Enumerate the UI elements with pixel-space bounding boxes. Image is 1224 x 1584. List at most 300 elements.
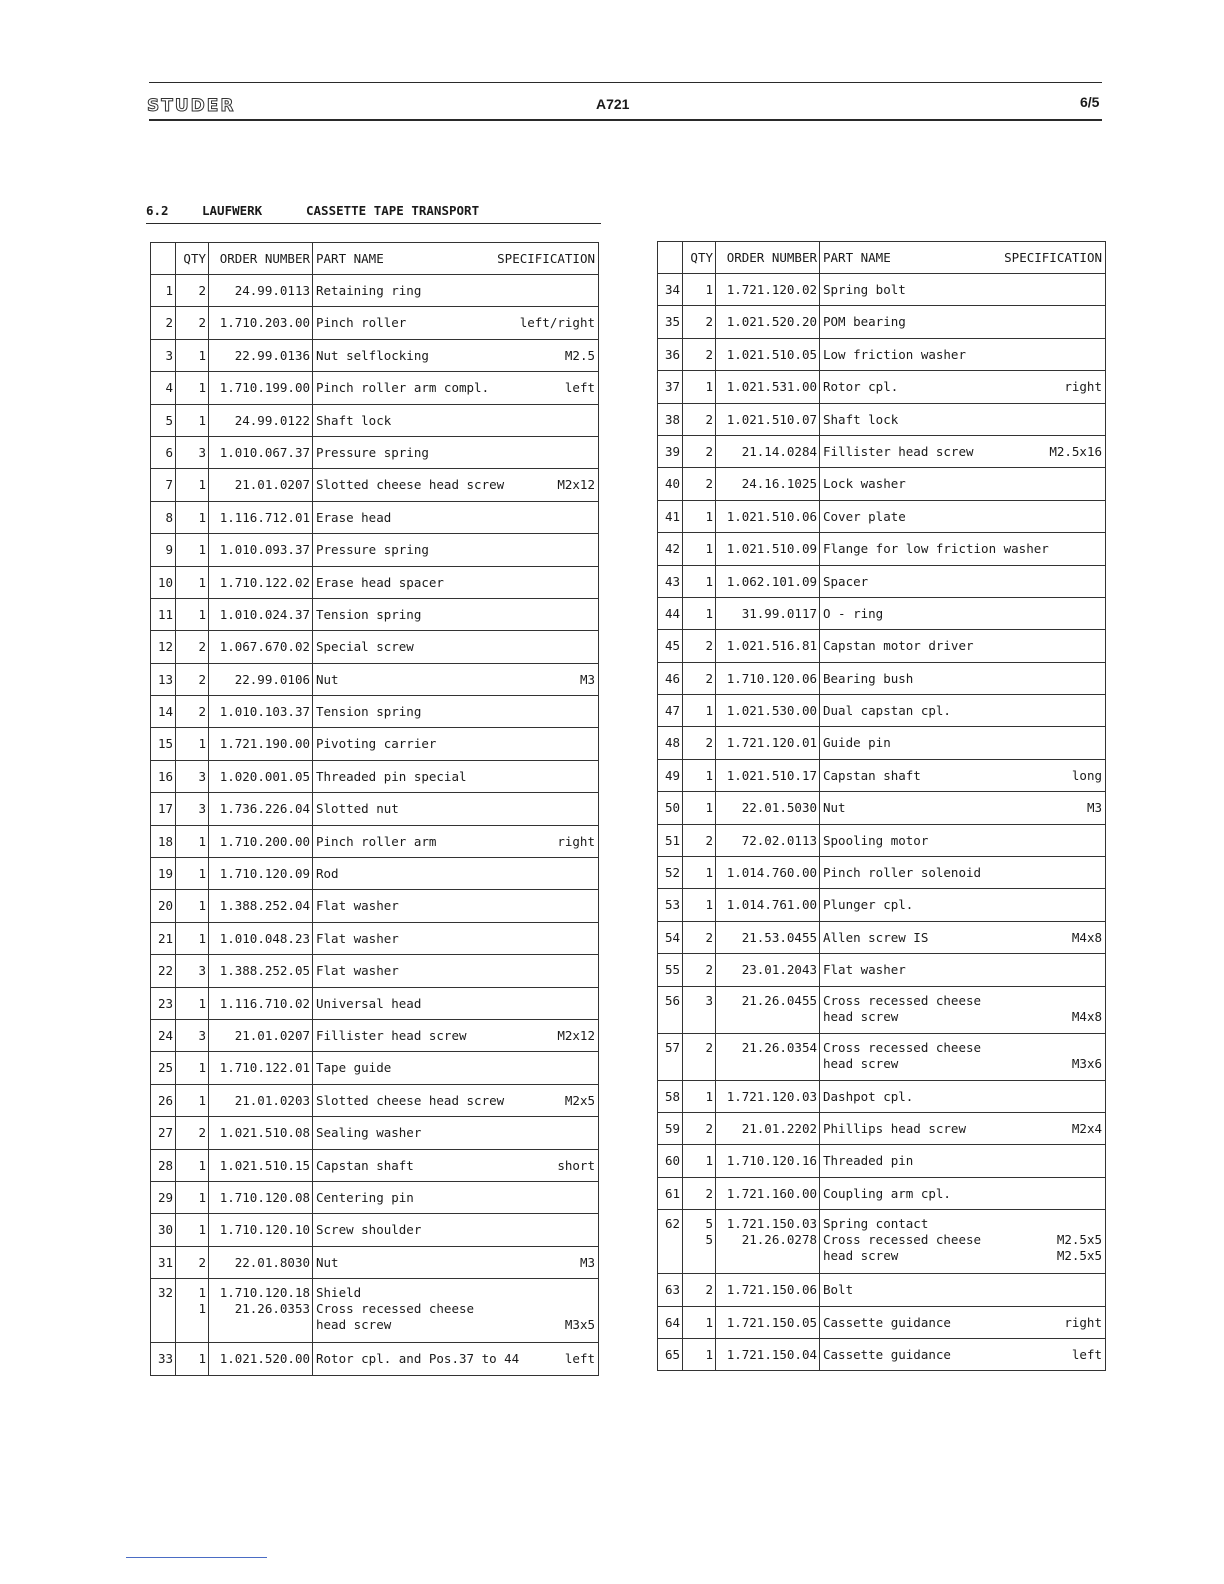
position-number <box>658 921 683 953</box>
part-name-text: Guide pin <box>823 735 891 751</box>
order-number <box>209 372 313 404</box>
part-name <box>313 1343 599 1375</box>
table-row <box>658 1080 1106 1112</box>
part-line <box>316 1285 595 1301</box>
quantity-text: 1 <box>198 898 206 914</box>
order-number <box>716 954 820 986</box>
part-name-text: Threaded pin special <box>316 768 467 784</box>
order-number-text: 1.721.120.01 <box>726 735 817 751</box>
part-line <box>823 314 1102 330</box>
part-line <box>316 931 595 947</box>
order-number-text <box>719 1009 817 1025</box>
specification-header: SPECIFICATION <box>497 251 595 266</box>
position-number-text: 14 <box>157 704 173 720</box>
quantity <box>176 372 209 404</box>
qty-header: QTY <box>176 243 209 275</box>
quantity-text: 2 <box>705 962 713 978</box>
order-number-text: 1.388.252.05 <box>219 963 310 979</box>
order-number <box>716 824 820 856</box>
part-name <box>313 890 599 922</box>
position-number-text: 52 <box>664 865 680 881</box>
position-number-text: 13 <box>157 671 173 687</box>
quantity-text <box>179 1317 206 1333</box>
table-row <box>151 728 599 760</box>
part-name-text: Dashpot cpl. <box>823 1088 914 1104</box>
quantity <box>683 727 716 759</box>
part-name <box>313 469 599 501</box>
table-row <box>151 1279 599 1343</box>
position-number <box>658 792 683 824</box>
part-name-text: Coupling arm cpl. <box>823 1185 951 1201</box>
part-name <box>313 1019 599 1051</box>
table-row <box>658 727 1106 759</box>
order-number-text: 21.01.0207 <box>234 477 310 493</box>
part-line <box>316 607 595 623</box>
order-number <box>209 501 313 533</box>
table-row <box>151 631 599 663</box>
position-number-text: 56 <box>664 992 680 1008</box>
order-number <box>209 404 313 436</box>
pos-header <box>658 242 683 274</box>
specification-text: M4x8 <box>1071 1008 1102 1024</box>
position-number <box>151 404 176 436</box>
part-name-text: Fillister head screw <box>823 443 974 459</box>
quantity <box>176 1149 209 1181</box>
quantity-text: 1 <box>198 736 206 752</box>
order-number <box>209 1084 313 1116</box>
part-line <box>316 672 595 688</box>
part-name <box>313 501 599 533</box>
part-line <box>316 704 595 720</box>
part-name <box>313 534 599 566</box>
quantity-text: 2 <box>705 476 713 492</box>
part-name <box>313 858 599 890</box>
position-number-text: 49 <box>664 767 680 783</box>
order-number <box>716 986 820 1033</box>
order-number-text: 1.021.510.07 <box>726 411 817 427</box>
part-line <box>316 1301 595 1317</box>
order-number <box>716 1033 820 1080</box>
part-name-text: Cover plate <box>823 508 906 524</box>
position-number-text: 10 <box>157 574 173 590</box>
table-row <box>658 468 1106 500</box>
order-number-text: 23.01.2043 <box>741 962 817 978</box>
position-number <box>151 955 176 987</box>
quantity-text: 3 <box>198 768 206 784</box>
quantity-text: 1 <box>198 1092 206 1108</box>
part-name-text: Slotted nut <box>316 801 399 817</box>
order-number <box>716 1210 820 1274</box>
position-number-text: 61 <box>664 1185 680 1201</box>
order-number-text: 1.021.510.05 <box>726 346 817 362</box>
specification-text: M2x4 <box>1071 1120 1102 1136</box>
part-name <box>313 339 599 371</box>
quantity <box>683 1274 716 1306</box>
order-number-text: 1.721.150.04 <box>726 1346 817 1362</box>
order-number-text: 21.01.2202 <box>741 1120 817 1136</box>
part-name <box>820 468 1106 500</box>
quantity-text: 1 <box>198 412 206 428</box>
order-number-header: ORDER NUMBER <box>716 242 820 274</box>
order-number-text: 1.010.093.37 <box>219 542 310 558</box>
part-name-text: Pressure spring <box>316 542 429 558</box>
part-line <box>316 769 595 785</box>
table-row <box>151 339 599 371</box>
table-row <box>151 275 599 307</box>
quantity <box>176 598 209 630</box>
part-name <box>313 436 599 468</box>
position-number <box>658 662 683 694</box>
part-name-text: Erase head spacer <box>316 574 444 590</box>
table-row <box>151 760 599 792</box>
quantity <box>176 1246 209 1278</box>
table-row <box>151 372 599 404</box>
quantity-text: 1 <box>198 509 206 525</box>
quantity <box>176 1214 209 1246</box>
quantity <box>176 1052 209 1084</box>
part-name-text: Flat washer <box>316 963 399 979</box>
order-number <box>209 339 313 371</box>
part-name <box>313 825 599 857</box>
part-name-text: Nut selflocking <box>316 347 429 363</box>
quantity <box>176 890 209 922</box>
quantity <box>683 1338 716 1370</box>
order-number-text: 24.99.0122 <box>234 412 310 428</box>
part-name-header-label: PART NAME <box>316 251 384 266</box>
position-number-text: 42 <box>664 541 680 557</box>
order-number <box>209 663 313 695</box>
order-number <box>209 922 313 954</box>
part-name-text: Slotted cheese head screw <box>316 477 505 493</box>
table-row <box>658 403 1106 435</box>
quantity <box>176 858 209 890</box>
order-number-text: 1.116.712.01 <box>219 509 310 525</box>
table-row <box>151 1246 599 1278</box>
quantity-text: 1 <box>705 703 713 719</box>
order-number-text: 21.14.0284 <box>741 443 817 459</box>
order-number <box>209 1149 313 1181</box>
quantity <box>176 307 209 339</box>
parts-table-left-body <box>151 243 599 1376</box>
section-underline <box>146 223 601 224</box>
part-line <box>823 412 1102 428</box>
part-name-text: Bearing bush <box>823 670 914 686</box>
order-number <box>716 889 820 921</box>
quantity-text: 2 <box>198 315 206 331</box>
part-name <box>313 760 599 792</box>
quantity-text: 2 <box>198 671 206 687</box>
order-number-text: 1.021.530.00 <box>726 703 817 719</box>
part-name-text: Screw shoulder <box>316 1222 422 1238</box>
table-row <box>151 534 599 566</box>
part-line <box>823 347 1102 363</box>
quantity-text: 1 <box>198 866 206 882</box>
order-number-text: 1.710.120.16 <box>726 1153 817 1169</box>
part-name <box>313 1246 599 1278</box>
part-name <box>313 696 599 728</box>
quantity-text: 1 <box>705 1153 713 1169</box>
part-name-text: O - ring <box>823 605 884 621</box>
quantity <box>176 696 209 728</box>
position-number <box>151 598 176 630</box>
part-line <box>316 1028 595 1044</box>
part-line <box>823 1186 1102 1202</box>
order-number <box>716 662 820 694</box>
quantity-text: 2 <box>705 1185 713 1201</box>
part-name <box>313 1279 599 1343</box>
part-line <box>823 1089 1102 1105</box>
quantity-text: 1 <box>198 1285 206 1301</box>
quantity <box>683 403 716 435</box>
position-number <box>151 1149 176 1181</box>
part-name-text: Flat washer <box>823 962 906 978</box>
quantity <box>683 1033 716 1080</box>
position-number-text: 57 <box>664 1039 680 1055</box>
order-number-text <box>719 1056 817 1072</box>
quantity <box>683 468 716 500</box>
order-number-text: 1.710.122.01 <box>219 1060 310 1076</box>
position-number-text: 29 <box>157 1189 173 1205</box>
order-number-text: 1.710.203.00 <box>219 315 310 331</box>
table-row <box>658 1033 1106 1080</box>
order-number <box>716 1306 820 1338</box>
part-name-text: Pivoting carrier <box>316 736 437 752</box>
quantity-text: 3 <box>198 801 206 817</box>
position-number <box>151 696 176 728</box>
quantity <box>683 921 716 953</box>
position-number-text: 64 <box>664 1314 680 1330</box>
part-name-text: Lock washer <box>823 476 906 492</box>
table-row <box>151 436 599 468</box>
order-number-text: 31.99.0117 <box>741 605 817 621</box>
part-name <box>820 889 1106 921</box>
position-number <box>658 1033 683 1080</box>
position-number <box>658 306 683 338</box>
table-row <box>151 404 599 436</box>
quantity <box>176 534 209 566</box>
position-number <box>151 728 176 760</box>
part-name-text: Rotor cpl. <box>823 379 899 395</box>
table-row <box>658 824 1106 856</box>
table-row <box>658 889 1106 921</box>
table-row <box>658 500 1106 532</box>
position-number <box>658 468 683 500</box>
position-number <box>151 1343 176 1375</box>
part-name-text: Tension spring <box>316 606 422 622</box>
part-name <box>313 1149 599 1181</box>
part-name <box>820 274 1106 306</box>
part-name <box>820 338 1106 370</box>
part-line <box>316 283 595 299</box>
specification-text: M2x12 <box>557 1027 595 1043</box>
order-number <box>209 987 313 1019</box>
part-name <box>820 1080 1106 1112</box>
order-number-text: 1.010.048.23 <box>219 930 310 946</box>
position-number <box>658 533 683 565</box>
pos-header <box>151 243 176 275</box>
table-row <box>151 793 599 825</box>
table-row <box>658 1177 1106 1209</box>
position-number-text: 30 <box>157 1222 173 1238</box>
order-number-text: 22.01.8030 <box>234 1254 310 1270</box>
specification-text: M2.5x16 <box>1049 443 1102 459</box>
quantity <box>176 631 209 663</box>
table-row <box>151 1019 599 1051</box>
part-name <box>313 566 599 598</box>
specification-text: right <box>1064 1314 1102 1330</box>
part-line <box>823 1153 1102 1169</box>
part-name <box>820 695 1106 727</box>
position-number <box>151 307 176 339</box>
specification-text: left <box>564 380 595 396</box>
part-line <box>316 639 595 655</box>
specification-header: SPECIFICATION <box>1004 250 1102 265</box>
quantity <box>176 1181 209 1213</box>
part-line <box>316 866 595 882</box>
quantity-text: 2 <box>198 283 206 298</box>
table-row <box>658 695 1106 727</box>
part-name-text: Low friction washer <box>823 346 966 362</box>
specification-text: M2.5x5 <box>1056 1248 1102 1264</box>
specification-text: long <box>1071 767 1102 783</box>
quantity <box>176 987 209 1019</box>
order-number-text: 1.021.516.81 <box>726 638 817 654</box>
part-name <box>820 1210 1106 1274</box>
order-number <box>716 921 820 953</box>
quantity-text: 2 <box>705 638 713 654</box>
specification-text: M3x6 <box>1071 1055 1102 1071</box>
part-line <box>823 1056 1102 1072</box>
part-line <box>316 413 595 429</box>
position-number <box>151 566 176 598</box>
order-number <box>209 1181 313 1213</box>
order-number-text: 21.26.0353 <box>234 1301 310 1317</box>
part-name-text: Spooling motor <box>823 832 929 848</box>
part-name-text: Rod <box>316 866 339 882</box>
quantity <box>683 1112 716 1144</box>
table-row <box>658 921 1106 953</box>
quantity-text <box>686 1248 713 1264</box>
quantity-text: 2 <box>198 1125 206 1141</box>
order-number <box>209 534 313 566</box>
part-line <box>316 1093 595 1109</box>
part-line <box>823 1347 1102 1363</box>
order-number-text: 1.021.510.06 <box>726 508 817 524</box>
position-number-text: 18 <box>157 833 173 849</box>
specification-text: left <box>1071 1346 1102 1362</box>
order-number-text: 1.710.122.02 <box>219 574 310 590</box>
part-name-text: Rotor cpl. and Pos.37 to 44 <box>316 1351 520 1367</box>
part-name-text: Cross recessed cheese <box>823 1039 982 1055</box>
part-name-text: Special screw <box>316 639 414 655</box>
part-line <box>316 477 595 493</box>
part-name-text: Phillips head screw <box>823 1120 966 1136</box>
table-row <box>658 338 1106 370</box>
table-row <box>658 630 1106 662</box>
order-number <box>209 598 313 630</box>
quantity <box>683 435 716 467</box>
part-name-text: Bolt <box>823 1282 854 1298</box>
order-number-text: 1.014.761.00 <box>726 897 817 913</box>
order-number <box>716 1145 820 1177</box>
part-name-text: head screw <box>823 1008 899 1024</box>
order-number <box>716 435 820 467</box>
position-number-text: 63 <box>664 1282 680 1298</box>
part-name <box>820 533 1106 565</box>
parts-table-right <box>657 241 1106 1371</box>
position-number-text: 21 <box>157 930 173 946</box>
table-row <box>151 987 599 1019</box>
table-row <box>658 533 1106 565</box>
quantity <box>176 955 209 987</box>
part-name <box>820 1306 1106 1338</box>
position-number <box>658 954 683 986</box>
position-number <box>658 759 683 791</box>
table-row <box>151 598 599 630</box>
position-number-text: 33 <box>157 1351 173 1367</box>
part-name-text: Tension spring <box>316 704 422 720</box>
quantity <box>176 760 209 792</box>
position-number <box>658 1177 683 1209</box>
quantity-text <box>686 1009 713 1025</box>
position-number <box>658 889 683 921</box>
quantity-text: 1 <box>198 1222 206 1238</box>
quantity <box>176 339 209 371</box>
position-number <box>151 372 176 404</box>
part-name <box>313 987 599 1019</box>
order-number <box>716 533 820 565</box>
quantity <box>683 695 716 727</box>
part-name-text: Dual capstan cpl. <box>823 703 951 719</box>
position-number-text: 5 <box>165 412 173 428</box>
quantity-text: 1 <box>705 1346 713 1362</box>
order-number <box>716 274 820 306</box>
part-line <box>316 1317 595 1333</box>
quantity <box>683 338 716 370</box>
part-line <box>316 801 595 817</box>
order-number-text: 1.721.150.05 <box>726 1314 817 1330</box>
quantity <box>176 663 209 695</box>
quantity-text: 3 <box>198 444 206 460</box>
part-name-text: Fillister head screw <box>316 1027 467 1043</box>
position-number-text: 25 <box>157 1060 173 1076</box>
table-row <box>151 922 599 954</box>
position-number-text: 22 <box>157 963 173 979</box>
quantity-text: 2 <box>705 346 713 362</box>
table-row <box>658 1210 1106 1274</box>
order-number-text: 21.26.0354 <box>741 1039 817 1055</box>
quantity-text: 1 <box>198 930 206 946</box>
position-number-text: 58 <box>664 1088 680 1104</box>
quantity <box>176 436 209 468</box>
quantity <box>683 662 716 694</box>
quantity <box>176 1084 209 1116</box>
position-number-text: 44 <box>664 605 680 621</box>
part-line <box>823 897 1102 913</box>
position-number <box>151 663 176 695</box>
position-number-text: 1 <box>165 283 173 298</box>
quantity-text: 1 <box>705 800 713 816</box>
quantity <box>176 1019 209 1051</box>
quantity-text: 5 <box>705 1216 713 1232</box>
part-name-text: Capstan motor driver <box>823 638 974 654</box>
quantity-text: 1 <box>198 1301 206 1317</box>
part-name-text: Nut <box>823 800 846 816</box>
section-title-en: CASSETTE TAPE TRANSPORT <box>306 203 480 218</box>
part-line <box>823 1040 1102 1056</box>
order-number-text: 1.021.510.08 <box>219 1125 310 1141</box>
order-number <box>716 500 820 532</box>
